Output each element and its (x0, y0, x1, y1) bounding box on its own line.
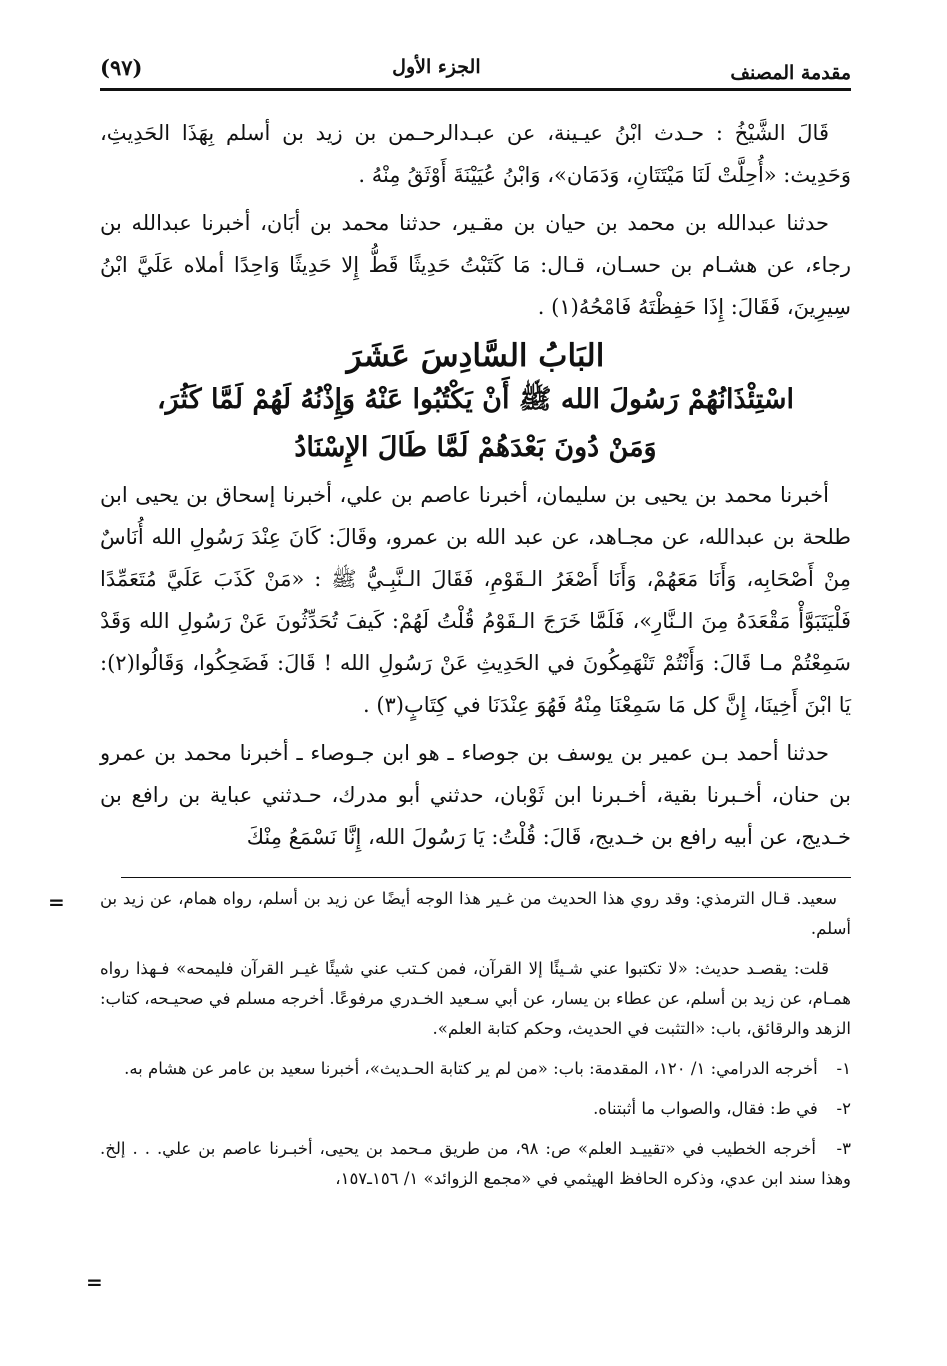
paragraph-3: أخبرنا محمد بن يحيى بن سليمان، أخبرنا عاصم بن علي، أخبرنا إسحاق بن يحيى ابن طلحة بن عبدالله، عن مجـاهد، عن عبد الله بن عمرو، وقَالَ: كَانَ عِنْدَ رَسُولِ الله أُنَاسٌ مِنْ أَصْحَابِه، وَأَنَا مَعَهُمْ، وَأَنَا أَصْغَرُ الـقَوْمِ، فَقَالَ الـنَّبِـيُّ ﷺ : «مَنْ كَذَبَ عَلَيَّ مُتَعَمِّدًا فَلْيَتَبَوَّأْ مَقْعَدَهُ مِنَ الـنَّارِ»، فَلَمَّا خَرَجَ الـقَوْمُ قُلْتُ لَهُمْ: كَيفَ تُحَدِّثُونَ عَنْ رَسُولِ الله وَقَدْ سَمِعْتُمْ مـا قَالَ: وَأَنْتُمْ تَنْهَمِكُونَ في الحَدِيثِ عَنْ رَسُولِ الله ! قَالَ: فَضَحِكُوا، وَقَالُوا(٢): يَا ابْنَ أَخِينَا، إِنَّ كل مَا سَمِعْنَا مِنْهُ فَهُوَ عِنْدَنَا في كِتَابٍ(٣) . (100, 483, 852, 717)
footnote-editor-note: قلت: يقصـد حديث: «لا تكتبوا عني شـيئًا إلا القرآن، فمن كـتب عني شيئًا غيـر القرآن فليمحه» فـهذا رواه همـام، عن زيد بن أسلم، عن عطاء بن يسار، عن أبي سـعيد الخـدري مرفوعًا. أخرجه مسلم في صحيـحه، كتاب: الزهد والرقائق، باب: «التثبت في الحديث، وحكم كتابة العلم». (100, 959, 851, 1038)
footnote-2 (100, 1094, 851, 1124)
footnote-3-text: أخرجه الخطيب في «تقييـد العلم» ص: ٩٨، من طريق مـحمد بن يحيى، أخبـرنا عاصم بن علي. . . إلخ. وهذا سند ابن عدي، وذكره الحافظ الهيثمي في «مجمع الزوائد» ١/ ١٥٦ـ١٥٧، (100, 1139, 851, 1188)
paragraph-1: قَالَ الشَّيْخُ : حـدث ابْنُ عيـينة، عن عبـدالرحـمن بن زيد بن أسلم بِهَذَا الحَدِيثِ، وَحَدِيث: «أُحِلَّتْ لَنَا مَيْتَتَانِ، وَدَمَان»، وَابْنُ عُيَيْنَةَ أَوْثَقُ مِنْهُ . (100, 121, 851, 187)
chapter-subtitle-line-1: اسْتِئْذَانُهُمْ رَسُولَ الله ﷺ أَنْ يَكْتُبُوا عَنْهُ وَإِذْنُهُ لَهُمْ لَمَّا كَثُرَ، (156, 384, 795, 415)
continued-from-previous-mark: = (48, 890, 65, 914)
footnote-3 (100, 1134, 851, 1194)
footnote-2-number: ٢- (836, 1099, 851, 1118)
page-number: (٩٧) (100, 55, 143, 80)
footnote-divider (121, 877, 851, 878)
chapter-subtitle-line-2: وَمَنْ دُونَ بَعْدَهُمْ لَمَّا طَالَ الإِسْنَادُ (294, 432, 657, 463)
footnote-3-number: ٣- (836, 1139, 851, 1158)
footnote-1-number: ١- (836, 1059, 851, 1078)
continues-next-page-mark: = (86, 1270, 103, 1294)
footnote-1-text: أخرجه الدرامي: ١/ ١٢٠، المقدمة: باب: «من لم ير كتابة الحـديث»، أخبرنا سعيد بن عامر عن هشام به. (124, 1059, 818, 1078)
chapter-title: البَابُ السَّادِسَ عَشَرَ (346, 338, 605, 374)
paragraph-4: حدثنا أحمد بـن عمير بن يوسف بن جوصاء ـ هو ابن جـوصاء ـ أخبرنا محمد بن عمرو بن حنان، أخـبرنا بقية، أخـبرنا ابن ثَوْبان، حدثني أبو مدرك، حـدثني عباية بن رافع بن خـديج، عن أبيه رافع بن خـديج، قَالَ: قُلْتُ: يَا رَسُولَ الله، إِنَّا نَسْمَعُ مِنْكَ (100, 741, 851, 849)
footnotes (100, 884, 851, 1204)
part-title: الجزء الأول (392, 56, 481, 78)
footnote-continuation: سعيد. قـال الترمذي: وقد روي هذا الحديث من غـير هذا الوجه أيضًا عن زيد بن أسلم، رواه همام، عن زيد بن أسلم. (100, 889, 851, 938)
main-text (100, 112, 851, 864)
section-title: مقدمة المصنف (730, 62, 851, 84)
footnote-2-text: في ط: فقال، والصواب ما أثبتناه. (593, 1099, 818, 1118)
footnote-1 (100, 1054, 851, 1084)
paragraph-2: حدثنا عبدالله بن محمد بن حيان بن مقـير، حدثنا محمد بن أبَان، أخبرنا عبدالله بن رجاء، عن هشـام بن حسـان، قـال: مَا كَتَبْتُ حَدِيثًا قَطُّ إِلا حَدِيثًا وَاحِدًا أملاه عَلَيَّ ابْنُ سِيرِينَ، فَقَالَ: إِذَا حَفِظْتَهُ فَامْحُهُ(١) . (100, 211, 851, 319)
running-header (100, 38, 851, 91)
